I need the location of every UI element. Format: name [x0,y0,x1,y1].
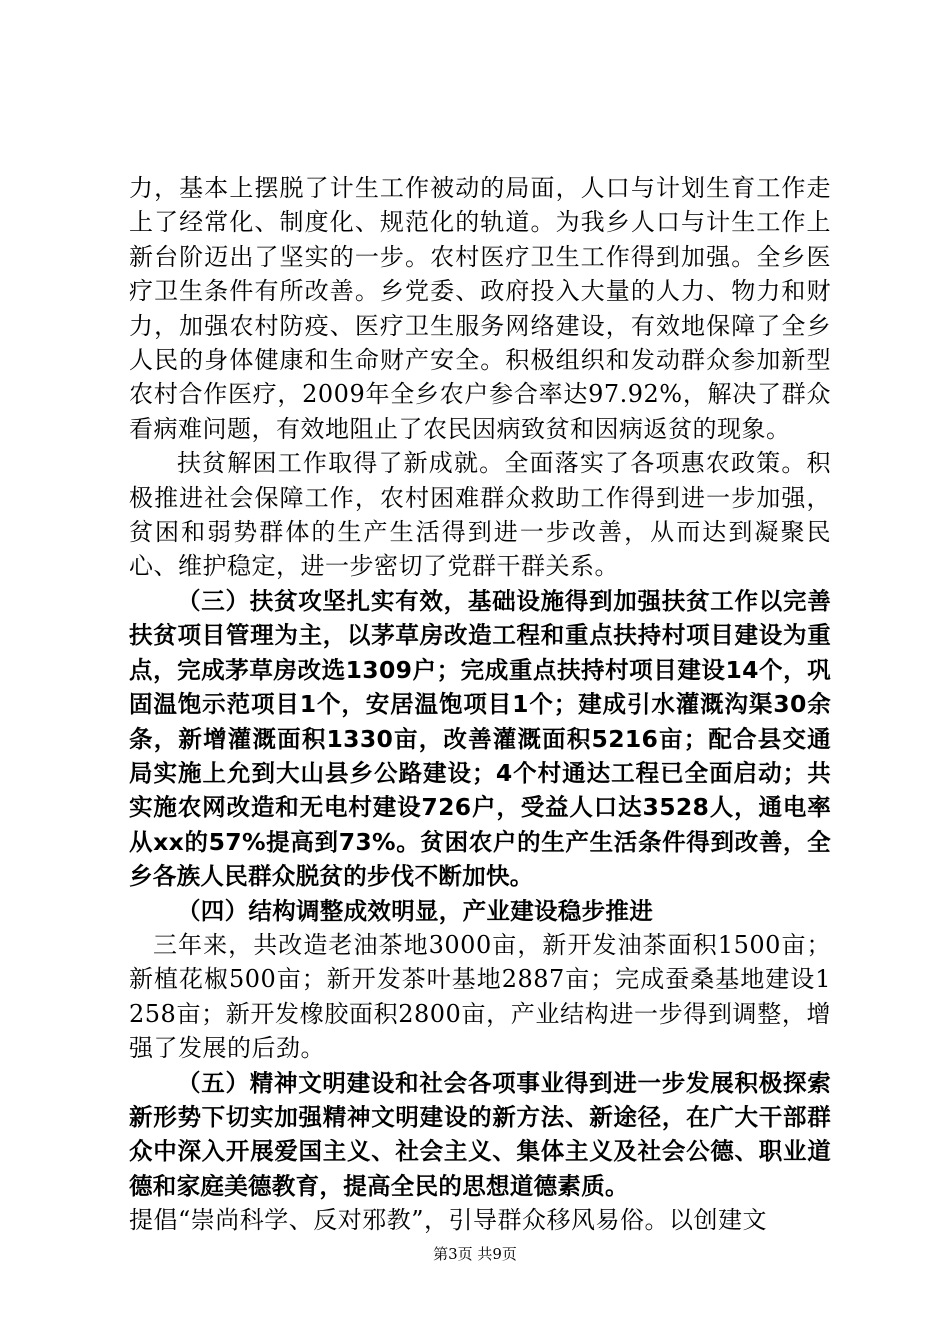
paragraph-section-three: （三）扶贫攻坚扎实有效，基础设施得到加强扶贫工作以完善扶贫项目管理为主，以茅草房改造工程和重点扶持村项目建设为重点，完成茅草房改选1309户；完成重点扶持村项目建设14个，巩固温饱示范项目1个，安居温饱项目1个；建成引水灌溉沟渠30余条，新增灌溉面积1330亩，改善灌溉面积5216亩；配合县交通局实施上允到大山县乡公路建设；4个村通达工程已全面启动；共实施农网改造和无电村建设726户，受益人口达3528人，通电率从xx的57%提高到73%。贫困农户的生产生活条件得到改善，全乡各族人民群众脱贫的步伐不断加快。 [129,586,831,891]
paragraph-continuation: 提倡“崇尚科学、反对邪教”，引导群众移风易俗。以创建文 [129,1206,768,1235]
paragraph-section-five: （五）精神文明建设和社会各项事业得到进一步发展积极探索新形势下切实加强精神文明建设的新方法、新途径，在广大干部群众中深入开展爱国主义、社会主义、集体主义及社会公德、职业道德和家庭美德教育，提高全民的思想道德素质。 [129,1068,831,1200]
paragraph-poverty-relief: 扶贫解困工作取得了新成就。全面落实了各项惠农政策。积极推进社会保障工作，农村困难群众救助工作得到进一步加强，贫困和弱势群体的生产生活得到进一步改善，从而达到凝聚民心、维护稳定，进一步密切了党群干群关系。 [129,449,831,581]
paragraph-industry-results: 三年来，共改造老油茶地3000亩，新开发油茶面积1500亩；新植花椒500亩；新开发茶叶基地2887亩；完成蚕桑基地建设1258亩；新开发橡胶面积2800亩，产业结构进一步得到调整，增强了发展的后劲。 [129,930,831,1063]
paragraph-family-planning-health: 力，基本上摆脱了计生工作被动的局面，人口与计划生育工作走上了经常化、制度化、规范化的轨道。为我乡人口与计生工作上新台阶迈出了坚实的一步。农村医疗卫生工作得到加强。全乡医疗卫生条件有所改善。乡党委、政府投入大量的人力、物力和财力，加强农村防疫、医疗卫生服务网络建设，有效地保障了全乡人民的身体健康和生命财产安全。积极组织和发动群众参加新型农村合作医疗，2009年全乡农户参合率达97.92%，解决了群众看病难问题，有效地阻止了农民因病致贫和因病返贫的现象。 [129,174,831,443]
page-number-footer: 第3页 共9页 [433,1245,517,1263]
section-four-heading: （四）结构调整成效明显，产业建设稳步推进 [177,896,653,925]
document-body [129,171,831,1238]
